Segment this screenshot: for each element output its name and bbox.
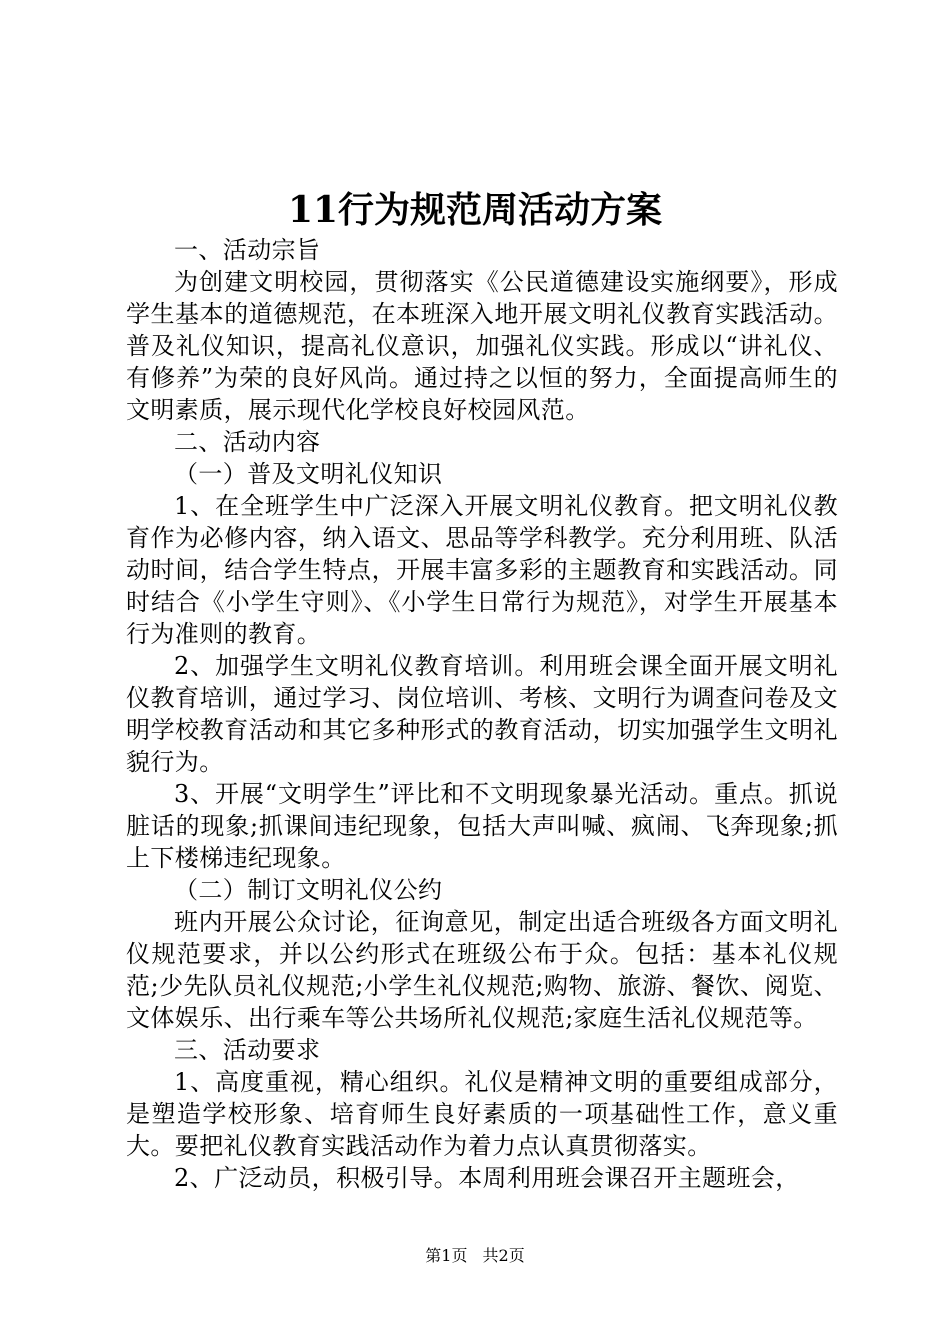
page-number-current: 第1页 [425, 1246, 468, 1265]
subsection-heading-etiquette-convention: （二）制订文明礼仪公约 [174, 876, 443, 904]
paragraph-content-2: 2、加强学生文明礼仪教育培训。利用班会课全面开展文明礼仪教育培训，通过学习、岗位培训、考核、文明行为调查问卷及文明学校教育活动和其它多种形式的教育活动，切实加强学生文明礼貌行为。 [126, 652, 838, 776]
page-title: 11行为规范周活动方案 [287, 189, 663, 231]
paragraph-requirements-1: 1、高度重视，精心组织。礼仪是精神文明的重要组成部分，是塑造学校形象、培育师生良好素质的一项基础性工作，意义重大。要把礼仪教育实践活动作为着力点认真贯彻落实。 [126, 1068, 838, 1160]
section-heading-content: 二、活动内容 [174, 428, 321, 456]
section-heading-requirements: 三、活动要求 [174, 1036, 321, 1064]
paragraph-purpose: 为创建文明校园，贯彻落实《公民道德建设实施纲要》，形成学生基本的道德规范，在本班深入地开展文明礼仪教育实践活动。普及礼仪知识，提高礼仪意识，加强礼仪实践。形成以“讲礼仪、有修养”为荣的良好风尚。通过持之以恒的努力，全面提高师生的文明素质，展示现代化学校良好校园风范。 [126, 268, 838, 424]
section-heading-purpose: 一、活动宗旨 [174, 236, 321, 264]
paragraph-requirements-2: 2、广泛动员，积极引导。本周利用班会课召开主题班会， [174, 1164, 800, 1192]
subsection-heading-etiquette-knowledge: （一）普及文明礼仪知识 [174, 460, 443, 488]
paragraph-content-1: 1、在全班学生中广泛深入开展文明礼仪教育。把文明礼仪教育作为必修内容，纳入语文、思品等学科教学。充分利用班、队活动时间，结合学生特点，开展丰富多彩的主题教育和实践活动。同时结合《小学生守则》、《小学生日常行为规范》，对学生开展基本行为准则的教育。 [126, 492, 838, 648]
page-number-total: 共2页 [482, 1246, 525, 1265]
paragraph-content-4: 班内开展公众讨论，征询意见，制定出适合班级各方面文明礼仪规范要求，并以公约形式在班级公布于众。包括：基本礼仪规范;少先队员礼仪规范;小学生礼仪规范;购物、旅游、餐饮、阅览、文体娱乐、出行乘车等公共场所礼仪规范;家庭生活礼仪规范等。 [126, 908, 838, 1032]
page-footer [0, 1244, 950, 1268]
paragraph-content-3: 3、开展“文明学生”评比和不文明现象暴光活动。重点。抓说脏话的现象;抓课间违纪现象，包括大声叫喊、疯闹、飞奔现象;抓上下楼梯违纪现象。 [126, 780, 838, 872]
document-body [126, 234, 838, 1194]
